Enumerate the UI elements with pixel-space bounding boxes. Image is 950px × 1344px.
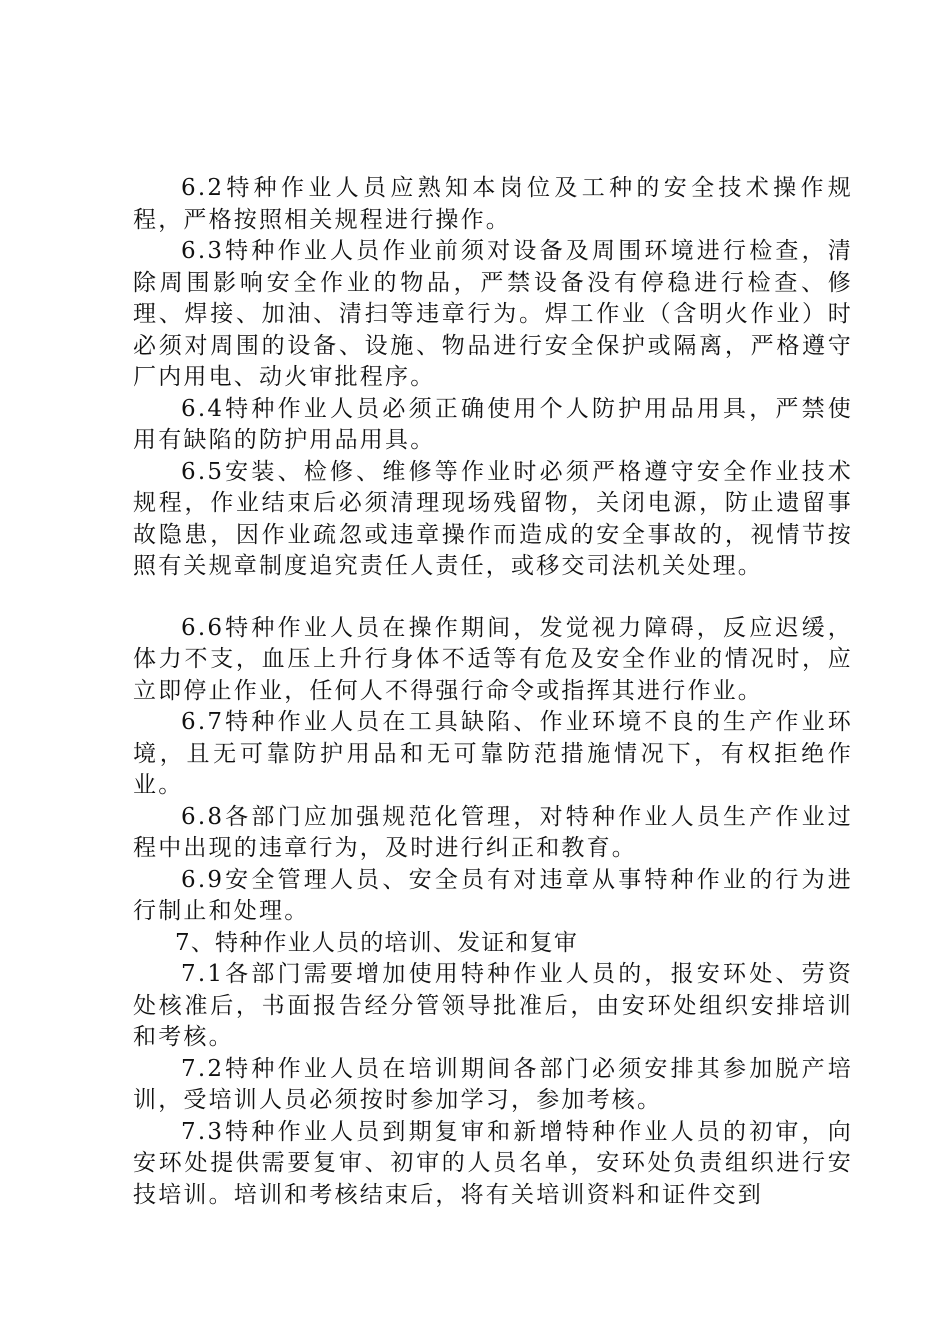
- paragraph-6-7: 6.7特种作业人员在工具缺陷、作业环境不良的生产作业环境，且无可靠防护用品和无可靠防范措施情况下，有权拒绝作业。: [133, 709, 853, 798]
- paragraph-6-2: 6.2特种作业人员应熟知本岗位及工种的安全技术操作规程，严格按照相关规程进行操作。: [133, 175, 853, 233]
- paragraph-7-1: 7.1各部门需要增加使用特种作业人员的，报安环处、劳资处核准后，书面报告经分管领导批准后，由安环处组织安排培训和考核。: [133, 961, 853, 1050]
- section-heading-7: 7、特种作业人员的培训、发证和复审: [175, 929, 579, 956]
- document-body: [133, 173, 853, 1211]
- paragraph-7-2: 7.2特种作业人员在培训期间各部门必须安排其参加脱产培训，受培训人员必须按时参加学习，参加考核。: [133, 1055, 853, 1113]
- paragraph-6-6: 6.6特种作业人员在操作期间，发觉视力障碍，反应迟缓，体力不支，血压上升行身体不适等有危及安全作业的情况时，应立即停止作业，任何人不得强行命令或指挥其进行作业。: [133, 614, 853, 704]
- paragraph-6-3: 6.3特种作业人员作业前须对设备及周围环境进行检查，清除周围影响安全作业的物品，严禁设备没有停稳进行检查、修理、焊接、加油、清扫等违章行为。焊工作业（含明火作业）时必须对周围的设备、设施、物品进行安全保护或隔离，严格遵守厂内用电、动火审批程序。: [133, 238, 853, 390]
- paragraph-6-8: 6.8各部门应加强规范化管理，对特种作业人员生产作业过程中出现的违章行为，及时进行纠正和教育。: [133, 803, 853, 861]
- paragraph-6-5: 6.5安装、检修、维修等作业时必须严格遵守安全作业技术规程，作业结束后必须清理现场残留物，关闭电源，防止遗留事故隐患，因作业疏忽或违章操作而造成的安全事故的，视情节按照有关规章制度追究责任人责任，或移交司法机关处理。: [133, 458, 853, 579]
- paragraph-6-4: 6.4特种作业人员必须正确使用个人防护用品用具，严禁使用有缺陷的防护用品用具。: [133, 395, 853, 453]
- paragraph-7-3: 7.3特种作业人员到期复审和新增特种作业人员的初审，向安环处提供需要复审、初审的人员名单，安环处负责组织进行安技培训。培训和考核结束后，将有关培训资料和证件交到: [133, 1118, 853, 1208]
- paragraph-6-9: 6.9安全管理人员、安全员有对违章从事特种作业的行为进行制止和处理。: [133, 866, 853, 924]
